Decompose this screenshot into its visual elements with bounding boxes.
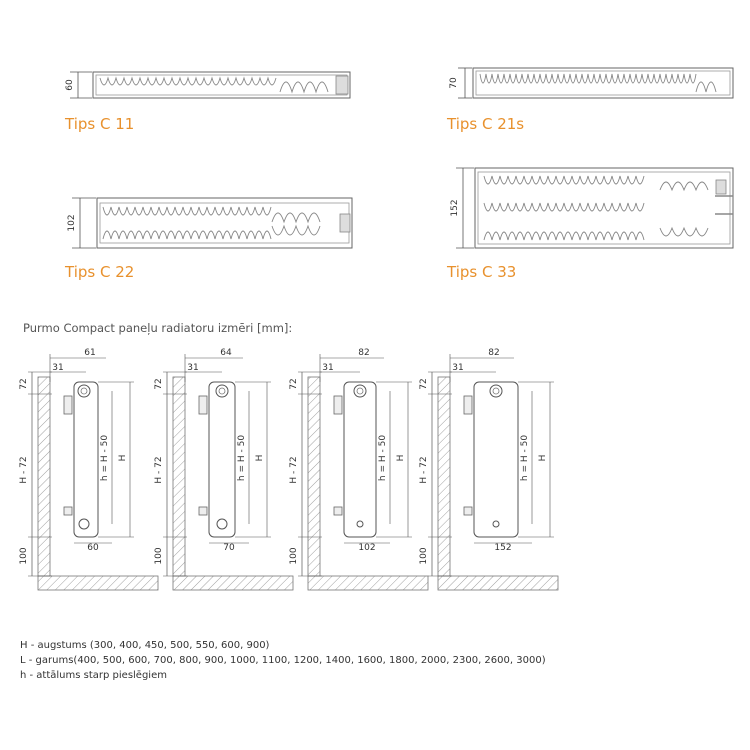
top-connection xyxy=(490,385,502,397)
dim-top-width: 64 xyxy=(220,348,232,358)
floor xyxy=(38,576,158,590)
dim-bottom-width: 152 xyxy=(494,543,512,553)
wall-bracket-bottom xyxy=(464,507,472,515)
wall xyxy=(173,377,185,576)
wall xyxy=(308,377,320,576)
floor xyxy=(173,576,293,590)
profile-c22 xyxy=(67,198,352,248)
dim-wall-offset: 31 xyxy=(187,363,199,373)
depth-label-c21s: 70 xyxy=(449,77,459,89)
wall-bracket-top xyxy=(464,396,472,414)
dim-bottom-width: 60 xyxy=(87,543,99,553)
dim-height-minus: H - 72 xyxy=(154,456,164,484)
depth-label-c22: 102 xyxy=(67,214,77,232)
wall xyxy=(38,377,50,576)
top-connection xyxy=(78,385,90,397)
dim-height: H xyxy=(255,454,265,462)
radiator-body xyxy=(74,382,98,537)
dim-height-minus: H - 72 xyxy=(289,456,299,484)
legend xyxy=(20,638,546,683)
dim-top-width: 82 xyxy=(488,348,500,358)
side-view-4 xyxy=(419,348,558,590)
dim-wall-offset: 31 xyxy=(52,363,64,373)
dim-top-offset: 72 xyxy=(419,378,429,390)
side-view-drawings xyxy=(19,348,558,590)
bottom-connection xyxy=(493,521,499,527)
floor xyxy=(308,576,428,590)
floor xyxy=(438,576,558,590)
wall-bracket-top xyxy=(64,396,72,414)
dim-pipe-distance: h = H - 50 xyxy=(100,434,110,482)
dim-top-offset: 72 xyxy=(154,378,164,390)
radiator-body xyxy=(474,382,518,537)
wall-bracket-top xyxy=(334,396,342,414)
legend-pipe-distance: h - attālums starp pieslēgiem xyxy=(20,670,167,681)
depth-label-c11: 60 xyxy=(65,79,75,91)
dim-top-offset: 72 xyxy=(289,378,299,390)
wall-bracket-bottom xyxy=(334,507,342,515)
dim-pipe-distance: h = H - 50 xyxy=(520,434,530,482)
wall-bracket-top xyxy=(199,396,207,414)
dim-floor-gap: 100 xyxy=(419,547,429,565)
wall-bracket-bottom xyxy=(199,507,207,515)
dim-wall-offset: 31 xyxy=(322,363,334,373)
profile-c33 xyxy=(450,168,733,248)
type-label-c22: Tips C 22 xyxy=(65,263,135,281)
bottom-connection xyxy=(79,519,89,529)
dim-height: H xyxy=(538,454,548,462)
side-view-1 xyxy=(19,348,158,590)
dim-wall-offset: 31 xyxy=(452,363,464,373)
dim-height: H xyxy=(118,454,128,462)
side-view-3 xyxy=(289,348,428,590)
dim-height: H xyxy=(396,454,406,462)
dim-pipe-distance: h = H - 50 xyxy=(237,434,247,482)
dim-bottom-width: 70 xyxy=(223,543,235,553)
bottom-connection xyxy=(357,521,363,527)
profile-c21s xyxy=(449,68,733,98)
bottom-connection xyxy=(217,519,227,529)
dim-top-width: 61 xyxy=(84,348,96,358)
legend-height: H - augstums (300, 400, 450, 500, 550, 600, 900) xyxy=(20,640,270,651)
dim-floor-gap: 100 xyxy=(289,547,299,565)
top-connection xyxy=(216,385,228,397)
dim-bottom-width: 102 xyxy=(358,543,376,553)
dim-height-minus: H - 72 xyxy=(19,456,29,484)
type-label-c33: Tips C 33 xyxy=(447,263,517,281)
type-label-c21s: Tips C 21s xyxy=(447,115,525,133)
radiator-body xyxy=(209,382,235,537)
dim-top-offset: 72 xyxy=(19,378,29,390)
type-label-c11: Tips C 11 xyxy=(65,115,135,133)
profile-c11 xyxy=(65,72,350,98)
dim-height-minus: H - 72 xyxy=(419,456,429,484)
dim-floor-gap: 100 xyxy=(19,547,29,565)
dimensions-caption: Purmo Compact paneļu radiatoru izmēri [mm]: xyxy=(23,321,293,335)
top-connection xyxy=(354,385,366,397)
wall-bracket-bottom xyxy=(64,507,72,515)
legend-length: L - garums(400, 500, 600, 700, 800, 900, 1000, 1100, 1200, 1400, 1600, 1800, 2000, 2300, 2600, 3000) xyxy=(20,655,546,666)
dim-floor-gap: 100 xyxy=(154,547,164,565)
dim-top-width: 82 xyxy=(358,348,370,358)
radiator-body xyxy=(344,382,376,537)
side-view-2 xyxy=(154,348,293,590)
depth-label-c33: 152 xyxy=(450,199,460,217)
dim-pipe-distance: h = H - 50 xyxy=(378,434,388,482)
wall xyxy=(438,377,450,576)
